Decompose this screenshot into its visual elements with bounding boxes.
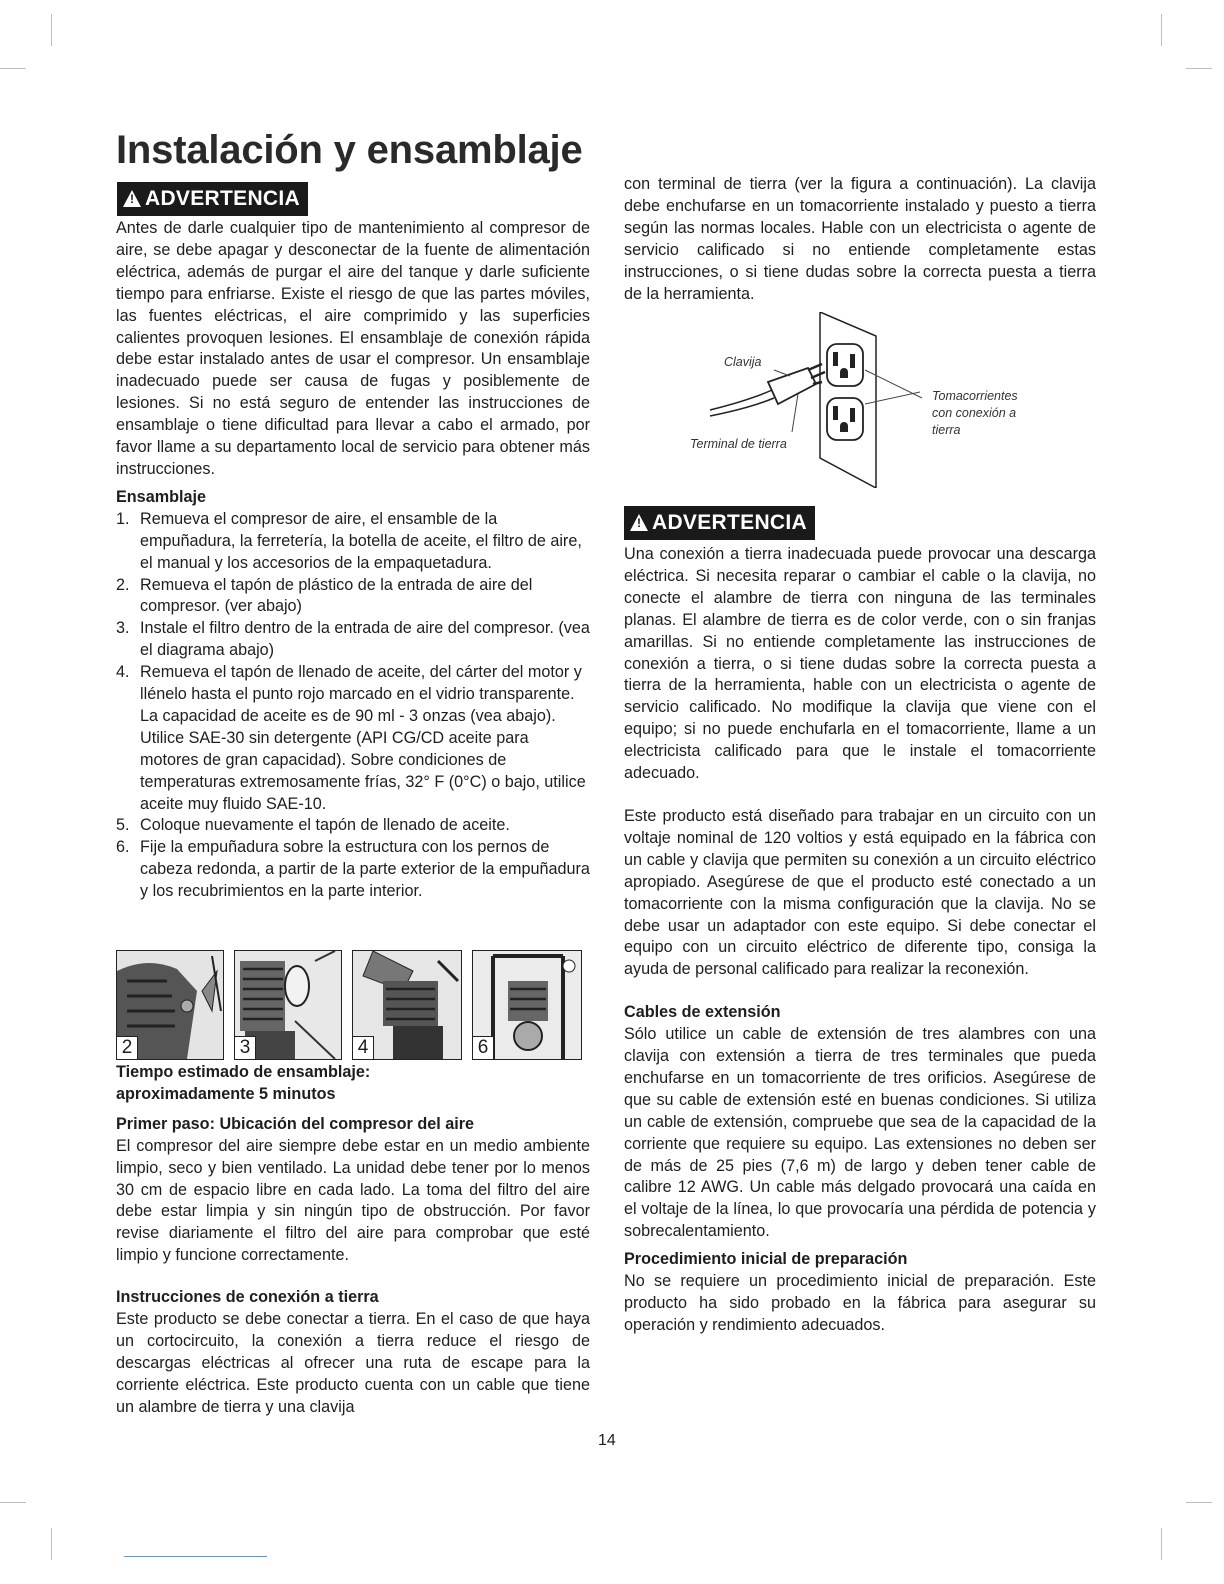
crop-mark [1161,1528,1162,1560]
warning-badge [117,182,308,216]
left-column-lower [116,1062,590,1419]
extension-text: Sólo utilice un cable de extensión de tres alambres con una clavija con extensión a tierra de tres terminales que pueda enchufarse en un tomacorriente de tres orificios. Asegúrese de que su cable de extensión esté en buenas condiciones. Si utiliza un cable de extensión, compruebe que sea de la capacidad de la corriente que requiere su equipo. Las extensiones no deben ser de más de 25 pies (7,6 m) de largo y deben tener cable de calibre 12 AWG. Un cable más delgado provocará una caída en el voltaje de la línea, lo que provocaría una pérdida de potencia y sobrecalentamiento. [624,1025,1096,1241]
right-column-lower [624,506,1096,1337]
photo-label: 3 [235,1036,256,1059]
crop-mark [51,1528,52,1560]
step1-text: El compresor del aire siempre debe estar en un medio ambiente limpio, seco y bien ventilado. La unidad debe tener por lo menos 30 cm de espacio libre en cada lado. La toma del filtro del aire debe estar limpia y sin ningún tipo de obstrucción. Por favor revise diariamente el filtro del aire para comprobar que esté limpio y funcione correctamente. [116,1136,590,1265]
figure-label-terminal: Terminal de tierra [690,437,787,451]
step-text: Remueva el tapón de llenado de aceite, del cárter del motor y llénelo hasta el punto rojo marcado en el vidrio transparente. La capacidad de aceite es de 90 ml - 3 onzas (vea abajo). Utilice SAE-30 sin detergente (API CG/CD aceite para motores de gran capacidad). Sobre condiciones de temperaturas extremosamente frías, 32° F (0°C) o bajo, utilice aceite muy fluido SAE-10. [140,663,586,813]
assembly-photo-3 [234,950,342,1060]
page-title: Instalación y ensamblaje [116,128,583,172]
list-item [116,618,590,662]
assembly-photo-6 [472,950,582,1060]
figure-label-tomacorrientes: tierra [932,423,961,437]
assembly-heading: Ensamblaje [116,487,206,506]
warning2-text: Una conexión a tierra inadecuada puede provocar una descarga eléctrica. Si necesita reparar o cambiar el cable o la clavija, no conecte el alambre de tierra con ninguna de las terminales planas. El alambre de tierra es de color verde, con o sin franjas amarillas. Si no entiende completamente las instrucciones de conexión a tierra, o si tiene dudas sobre la correcta puesta a tierra de la herramienta, hable con un electricista o agente de servicio calificado. No modifique la clavija que viene con el equipo; si no puede enchufarla en el tomacorriente, llame a un electricista calificado para que le instale el tomacorriente adecuado. [624,545,1096,783]
step-number: 4. [116,663,130,682]
list-item [116,662,590,815]
crop-mark [1186,68,1212,69]
step-number: 2. [116,575,130,594]
prep-heading: Procedimiento inicial de preparación [624,1250,908,1269]
warning-label: ADVERTENCIA [652,511,807,534]
warning-triangle-icon [630,514,648,531]
assembly-steps [116,509,590,903]
step-text: Remueva el tapón de plástico de la entrada de aire del compresor. (ver abajo) [140,575,533,616]
step-number: 5. [116,816,130,835]
warning-badge [624,506,815,540]
warning-label: ADVERTENCIA [145,187,300,210]
step-number: 1. [116,509,130,528]
photo-label: 2 [117,1036,138,1059]
crop-mark [1186,1502,1212,1503]
assembly-photo-4 [352,950,462,1060]
list-item [116,575,590,619]
crop-mark [0,1502,26,1503]
page-number: 14 [598,1432,616,1449]
time-heading: aproximadamente 5 minutos [116,1084,336,1103]
figure-label-tomacorrientes: Tomacorrientes [932,389,1018,403]
assembly-photo-2 [116,950,224,1060]
ground-text: Este producto se debe conectar a tierra. En el caso de que haya un cortocircuito, la conexión a tierra reduce el riesgo de descargas eléctricas al ofrecer una ruta de escape para la corriente eléctrica. Este producto cuenta con un cable que tiene un alambre de tierra y una clavija [116,1310,590,1416]
list-item [116,509,590,575]
warning-triangle-icon [123,190,141,207]
step-text: Coloque nuevamente el tapón de llenado de aceite. [140,816,510,835]
prep-text: No se requiere un procedimiento inicial de preparación. Este producto ha sido probado en la fábrica para asegurar su operación y rendimiento adecuados. [624,1272,1096,1334]
assembly-photos [116,950,582,1058]
step-text: Remueva el compresor de aire, el ensamble de la empuñadura, la ferretería, la botella de aceite, el filtro de aire, el manual y los accesorios de la empaquetadura. [140,509,582,572]
warning-text: Antes de darle cualquier tipo de mantenimiento al compresor de aire, se debe apagar y desconectar de la fuente de alimentación eléctrica, además de purgar el aire del tanque y darle suficiente tiempo para enfriarse. Existe el riesgo de que las partes móviles, las fuentes eléctricas, el aire comprimido y las superficies calientes provoquen lesiones. El ensamblaje de conexión rápida debe estar instalado antes de usar el compresor. Un ensamblaje inadecuado puede ser causa de fugas y posiblemente de lesiones. Si no está seguro de entender las instrucciones de ensamblaje o tiene dificultad para llevar a cabo el armado, por favor llame a su departamento local de servicio para obtener más instrucciones. [116,219,590,478]
extension-heading: Cables de extensión [624,1003,781,1022]
grounding-figure [690,312,1050,488]
crop-mark [1161,14,1162,46]
step-number: 3. [116,619,130,638]
step1-heading: Primer paso: Ubicación del compresor del aire [116,1114,475,1133]
footer-rule [124,1556,267,1557]
step-number: 6. [116,838,130,857]
figure-label-tomacorrientes: con conexión a [932,406,1017,420]
photo-label: 6 [473,1036,494,1059]
figure-label-clavija: Clavija [724,355,762,369]
crop-mark [0,68,26,69]
photo-label: 4 [353,1036,374,1059]
crop-mark [51,14,52,46]
ground-heading: Instrucciones de conexión a tierra [116,1288,379,1307]
circuit-text: Este producto está diseñado para trabajar en un circuito con un voltaje nominal de 120 voltios y está equipado en la fábrica con un cable y clavija que permiten su conexión a un circuito eléctrico apropiado. Asegúrese de que el producto esté conectado a un tomacorriente con la misma configuración que la clavija. No se debe usar un adaptador con este equipo. Si debe conectar el equipo con un circuito eléctrico de diferente tipo, consiga la ayuda de personal calificado para realizar la reconexión. [624,806,1096,979]
ground-text-continued: con terminal de tierra (ver la figura a continuación). La clavija debe enchufarse en un tomacorriente instalado y puesto a tierra según las normas locales. Hable con un electricista o agente de servicio calificado si no entiende completamente estas instrucciones, o si tiene dudas sobre la correcta puesta a tierra de la herramienta. [624,175,1096,303]
left-column [116,182,590,903]
time-heading: Tiempo estimado de ensamblaje: [116,1063,371,1081]
step-text: Fije la empuñadura sobre la estructura con los pernos de cabeza redonda, a partir de la parte exterior de la empuñadura y los recubrimientos en la parte interior. [140,838,590,901]
step-text: Instale el filtro dentro de la entrada de aire del compresor. (vea el diagrama abajo) [140,619,590,660]
list-item [116,815,590,837]
right-column [624,174,1096,305]
list-item [116,837,590,903]
